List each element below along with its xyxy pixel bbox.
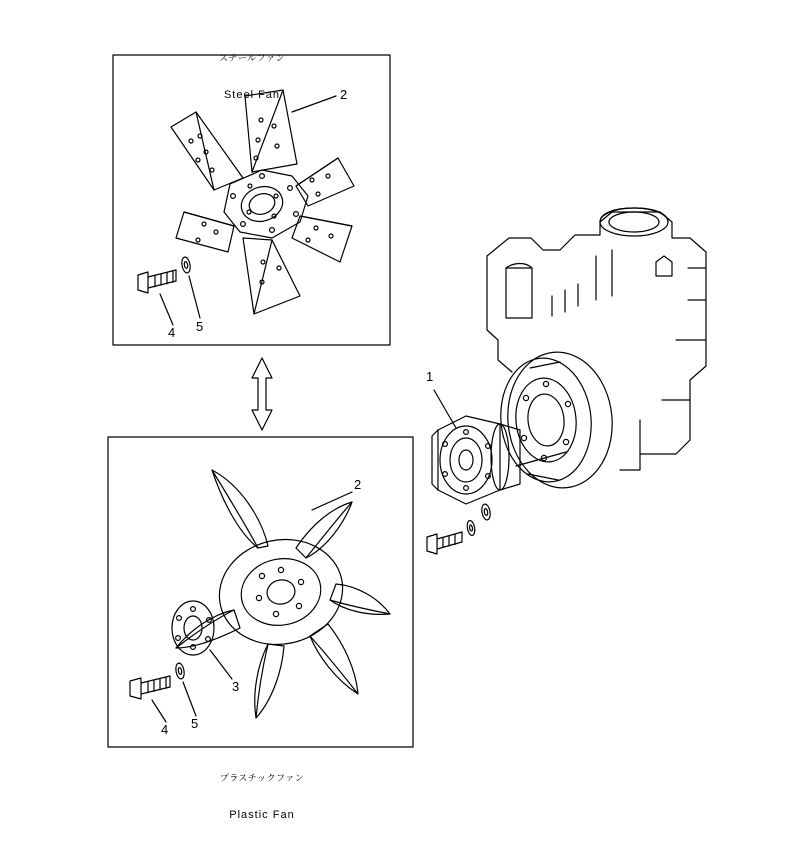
leader-4-top [160,294,173,325]
plastic-fan-drawing [176,470,390,718]
callout-2-steel: 2 [340,87,348,102]
fan-drive-pulley [495,347,619,493]
fan-drive-hub [432,416,520,504]
plastic-fan-bolt-and-washer [130,662,185,699]
callout-4-steel: 4 [168,325,176,340]
leader-4-bottom [152,700,166,722]
caption-steel-fan-jp: スチールファン [219,53,285,64]
hub-bolt-and-washer [427,503,491,554]
callout-4-plastic: 4 [161,722,169,737]
callout-2-plastic: 2 [354,477,362,492]
caption-steel-fan [190,28,314,127]
swap-arrow [252,358,272,430]
callout-5-plastic: 5 [191,716,199,731]
plastic-fan-panel-border [108,437,413,747]
caption-plastic-fan [200,748,324,847]
leader-5-bottom [183,682,196,716]
caption-plastic-fan-en: Plastic Fan [229,808,295,821]
callout-5-steel: 5 [196,319,204,334]
leader-1 [434,390,456,428]
fan-spacer-plate [172,601,214,655]
caption-steel-fan-en: Steel Fan [223,88,281,101]
steel-fan-bolt-and-washer [138,256,191,293]
leader-2-bottom [312,492,352,510]
callout-1-hub: 1 [426,369,434,384]
caption-plastic-fan-jp: プラスチックファン [219,773,305,784]
leader-5-top [189,276,200,318]
leader-3-bottom [210,650,232,679]
callout-3-plastic: 3 [232,679,240,694]
